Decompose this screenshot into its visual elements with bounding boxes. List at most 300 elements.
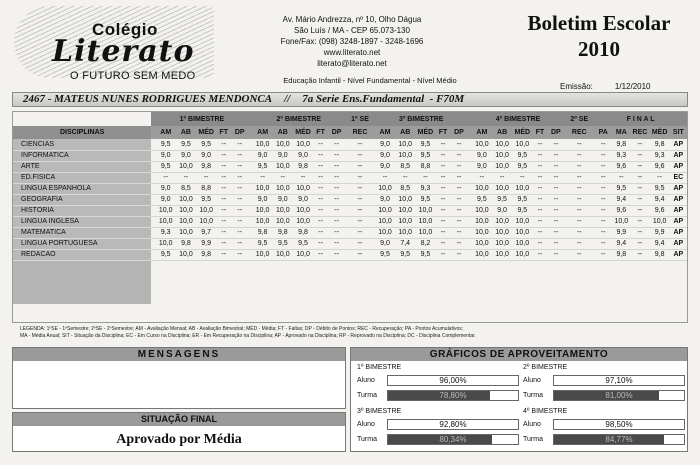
status-cell: AP [670,249,687,260]
grade-cell: -- [450,238,467,249]
grade-cell: -- [547,194,564,205]
grade-cell: 9,5 [415,150,435,161]
student-label: Aluno [523,420,541,428]
student-bar [12,92,688,107]
grade-cell: 10,0 [176,227,196,238]
grade-cell: -- [231,183,248,194]
period-header: 1º BIMESTRE [156,112,249,126]
grade-cell: 9,0 [472,161,492,172]
grade-cell: 9,0 [252,150,272,161]
grade-cell: 9,6 [612,161,630,172]
grade-cell: 9,5 [156,161,176,172]
grade-cell: -- [569,150,590,161]
grade-cell: 9,5 [650,183,670,194]
grade-cell: -- [328,249,345,260]
grade-cell: 10,0 [612,216,630,227]
grade-cell: 9,0 [375,150,395,161]
bimester-chart [523,408,685,446]
grade-cell: 9,8 [293,161,313,172]
grade-cell: -- [512,172,532,183]
grade-cell: 10,0 [293,216,313,227]
grade-cell: 10,0 [273,161,293,172]
grade-cell: 9,5 [415,194,435,205]
grade-cell: 10,0 [252,139,272,150]
student-bar-row [523,373,685,387]
grade-cell: 9,6 [650,161,670,172]
class-percent: 78,80% [439,390,467,400]
grade-cell: 10,0 [156,205,176,216]
grade-cell: 10,0 [196,216,216,227]
grade-cell: -- [594,139,612,150]
grade-cell: -- [532,150,547,161]
grade-cell: 9,0 [492,205,512,216]
grade-cell: -- [436,183,451,194]
grade-cell: 10,0 [512,139,532,150]
final-status-title: SITUAÇÃO FINAL [13,413,345,426]
grade-cell: 10,0 [512,249,532,260]
grade-cell: -- [569,238,590,249]
grade-cell: -- [532,249,547,260]
grade-cell: 10,0 [252,205,272,216]
grade-cell: 9,0 [375,161,395,172]
column-header-méd: MÉD [196,126,216,139]
table-row [13,238,687,249]
column-header-dp: DP [231,126,248,139]
grade-cell: -- [349,216,370,227]
grade-cell: 9,5 [196,194,216,205]
grade-cell: 10,0 [196,205,216,216]
grade-cell: 9,5 [512,161,532,172]
grade-cell: 8,5 [395,161,415,172]
final-status-panel [12,412,346,452]
grade-cell: -- [630,194,649,205]
class-bar-row [357,388,519,402]
grade-cell: 10,0 [395,150,415,161]
grade-cell: 10,0 [375,183,395,194]
discipline-name: REDACAO [13,249,151,260]
grade-cell: 9,5 [415,249,435,260]
grade-cell: -- [547,139,564,150]
grade-cell: 10,0 [176,216,196,227]
grade-cell: -- [231,249,248,260]
grade-cell: -- [436,150,451,161]
grade-cell: -- [349,194,370,205]
grade-cell: -- [630,216,649,227]
grade-cell: -- [547,150,564,161]
column-header-méd: MÉD [512,126,532,139]
grade-cell: 10,0 [293,183,313,194]
grade-cell: 10,0 [415,216,435,227]
grade-cell: 10,0 [512,227,532,238]
grade-cell: -- [328,216,345,227]
grade-cell: 10,0 [395,216,415,227]
grade-cell: -- [532,238,547,249]
grade-cell: 9,6 [650,205,670,216]
grade-cell: 10,0 [472,227,492,238]
discipline-name: HISTORIA [13,205,151,216]
grade-cell: -- [176,172,196,183]
class-bar-row [523,432,685,446]
grade-cell: -- [313,161,328,172]
column-header-méd: MÉD [415,126,435,139]
grade-cell: -- [313,205,328,216]
grade-cell: 10,0 [492,249,512,260]
discipline-name: MATEMATICA [13,227,151,238]
class-percent: 80,34% [439,434,467,444]
grade-cell: 10,0 [395,194,415,205]
class-bar [387,434,519,445]
grade-cell: -- [472,172,492,183]
table-row [13,172,687,183]
grade-cell: -- [450,249,467,260]
grade-cell: -- [231,194,248,205]
grade-cell: 9,8 [252,227,272,238]
grade-cell: -- [349,150,370,161]
discipline-filler [13,282,151,304]
issue-date-value: 1/12/2010 [614,82,651,91]
grade-cell: 10,0 [415,205,435,216]
grade-cell: -- [273,172,293,183]
grade-cell: -- [450,172,467,183]
column-header-am: AM [375,126,395,139]
grade-cell: -- [594,249,612,260]
grade-cell: 9,9 [650,227,670,238]
grade-cell: 10,0 [492,227,512,238]
grade-cell: 9,5 [512,205,532,216]
grade-cell: -- [349,238,370,249]
grade-cell: 9,9 [196,238,216,249]
grade-cell: -- [630,150,649,161]
grade-cell: 9,0 [472,150,492,161]
grade-cell: 9,0 [156,183,176,194]
address-phone: Fone/Fax: (098) 3248-1897 - 3248-1696 [280,37,424,46]
grade-cell: 9,0 [252,194,272,205]
grade-cell: 9,7 [196,227,216,238]
status-cell: AP [670,194,687,205]
grade-cell: -- [216,172,231,183]
table-row [13,150,687,161]
grade-cell: -- [547,183,564,194]
grade-cell: -- [313,183,328,194]
grade-cell: -- [569,227,590,238]
grade-cell: -- [313,227,328,238]
table-row [13,194,687,205]
messages-title: MENSAGENS [13,348,345,361]
legend [20,326,690,340]
grade-cell: -- [569,183,590,194]
bimester-label: 2º BIMESTRE [523,364,568,371]
grade-cell: -- [450,183,467,194]
grade-cell: -- [231,227,248,238]
bimester-label: 1º BIMESTRE [357,364,402,371]
grade-cell: -- [216,216,231,227]
grade-cell: -- [650,172,670,183]
grade-cell: 9,0 [375,194,395,205]
bimester-label: 4º BIMESTRE [523,408,568,415]
grade-cell: -- [532,216,547,227]
student-class: - F70M [429,93,465,105]
grade-cell: -- [612,172,630,183]
table-row [13,205,687,216]
grade-cell: 9,8 [176,238,196,249]
grade-cell: 10,0 [395,139,415,150]
grade-cell: 10,0 [472,216,492,227]
status-cell: AP [670,238,687,249]
school-logo [14,6,244,84]
legend-line: MA - Média Anual; SIT - Situação da Disciplina; EC - Em Curso na Disciplina; ER - Em Recuperação na Disciplina; AP - Aprovado na Disciplina; RP - Reprovado na Disciplina; DC - Disciplina Complementar. [20,333,476,339]
report-title [506,10,692,62]
grade-cell: 10,0 [273,139,293,150]
grade-cell: 9,0 [375,238,395,249]
grade-cell: -- [594,238,612,249]
grade-cell: -- [313,150,328,161]
column-header-ab: AB [273,126,293,139]
grade-cell: 10,0 [472,139,492,150]
discipline-name: ED.FISICA [13,172,151,183]
grade-cell: -- [532,139,547,150]
grade-cell: -- [630,227,649,238]
grade-cell: -- [450,194,467,205]
grade-cell: -- [252,172,272,183]
grade-cell: -- [547,227,564,238]
grade-cell: -- [436,238,451,249]
table-row [13,227,687,238]
grade-cell: 10,0 [375,216,395,227]
status-cell: AP [670,139,687,150]
grade-cell: -- [216,205,231,216]
grade-cell: 10,0 [375,205,395,216]
grade-cell: 10,0 [492,161,512,172]
grade-cell: -- [547,238,564,249]
grade-cell: 10,0 [293,205,313,216]
grade-cell: 9,0 [293,150,313,161]
grade-cell: 9,5 [375,249,395,260]
grade-cell: -- [594,227,612,238]
grade-cell: -- [436,227,451,238]
class-percent: 84,77% [605,434,633,444]
disciplinas-header: DISCIPLINAS [13,126,151,139]
grade-cell: 10,0 [176,161,196,172]
column-header-méd: MÉD [650,126,670,139]
performance-panel [350,347,688,452]
grade-cell: 10,0 [273,216,293,227]
grade-cell: 9,8 [196,249,216,260]
grades-table [12,111,688,323]
grade-cell: 9,8 [293,227,313,238]
grade-cell: -- [293,172,313,183]
grade-cell: 9,5 [415,139,435,150]
grade-cell: -- [436,205,451,216]
grade-cell: 9,0 [293,194,313,205]
grade-cell: -- [436,249,451,260]
grade-cell: -- [313,194,328,205]
student-label: Aluno [523,376,541,384]
grade-cell: 10,0 [293,249,313,260]
grade-cell: 8,8 [415,161,435,172]
discipline-name: INFORMATICA [13,150,151,161]
column-header-ma: MA [612,126,630,139]
column-header-ft: FT [313,126,328,139]
grade-cell: 9,5 [252,161,272,172]
grade-cell: -- [450,150,467,161]
grade-cell: -- [532,205,547,216]
status-cell: AP [670,205,687,216]
class-bar [553,434,685,445]
grade-cell: 9,3 [415,183,435,194]
table-row [13,183,687,194]
grade-cell: 9,0 [375,139,395,150]
table-row [13,216,687,227]
grade-cell: -- [532,194,547,205]
grade-cell: -- [231,172,248,183]
grade-cell: 9,0 [196,150,216,161]
grade-cell: -- [313,216,328,227]
grade-cell: 10,0 [273,205,293,216]
grade-cell: -- [569,139,590,150]
grade-cell: 9,8 [196,161,216,172]
column-header-row [13,126,687,139]
grade-cell: 9,3 [650,150,670,161]
status-cell: EC [670,172,687,183]
grade-cell: 10,0 [395,205,415,216]
grade-cell: 9,4 [650,194,670,205]
grade-cell: -- [436,139,451,150]
grade-cell: -- [630,238,649,249]
table-filler-row [13,282,687,304]
grade-cell: -- [216,194,231,205]
grade-cell: 9,6 [612,205,630,216]
column-header-ab: AB [492,126,512,139]
grade-cell: 10,0 [472,183,492,194]
column-header-dp: DP [547,126,564,139]
report-year: 2010 [578,37,620,61]
grade-cell: -- [313,139,328,150]
grade-cell: 10,0 [176,249,196,260]
table-row [13,249,687,260]
grade-cell: 10,0 [176,194,196,205]
grade-cell: -- [328,150,345,161]
grade-cell: -- [532,161,547,172]
address-website: www.literato.net [323,48,381,57]
grade-cell: 9,0 [156,194,176,205]
grade-cell: -- [436,194,451,205]
grade-cell: 9,0 [176,150,196,161]
grade-cell: 8,5 [176,183,196,194]
grade-cell: -- [594,205,612,216]
grade-cell: -- [349,139,370,150]
grade-cell: 10,0 [492,238,512,249]
discipline-name: GEOGRAFIA [13,194,151,205]
period-header-row [13,112,687,126]
student-bar [553,419,685,430]
discipline-name: CIENCIAS [13,139,151,150]
column-header-dp: DP [450,126,467,139]
column-header-am: AM [252,126,272,139]
grade-cell: 9,0 [156,150,176,161]
grade-cell: 9,8 [273,227,293,238]
grade-cell: 9,3 [612,150,630,161]
grade-cell: -- [594,194,612,205]
class-label: Turma [523,435,543,443]
legend-line: LEGENDA: 1ºSE - 1ºSemestre; 2ºSE - 2ºSemestre; AM - Avaliação Mensal; AB - Avaliação Bimestral; MÉD - Média; FT - Faltas; DP - Débito de Pontos; REC - Recuperação; PA - Pontos Acumulativos; [20,326,464,332]
grade-cell: 10,0 [472,249,492,260]
grade-cell: 9,4 [612,194,630,205]
grade-cell: 9,5 [472,194,492,205]
education-levels: Educação Infantil - Nível Fundamental - Nível Médio [283,76,457,85]
grade-cell: 10,0 [293,139,313,150]
column-header-méd: MÉD [293,126,313,139]
grade-cell: -- [547,216,564,227]
grade-cell: -- [450,161,467,172]
grade-cell: 9,5 [492,194,512,205]
grade-cell: 10,0 [512,183,532,194]
grade-cell: -- [328,238,345,249]
grade-cell: 10,0 [176,205,196,216]
period-header: 4º BIMESTRE [472,112,565,126]
grade-cell: -- [630,139,649,150]
grade-cell: 9,4 [612,238,630,249]
grade-cell: -- [375,172,395,183]
grade-cell: -- [569,249,590,260]
grade-cell: -- [216,139,231,150]
grade-cell: -- [436,172,451,183]
column-header-dp: DP [328,126,345,139]
grade-cell: -- [436,216,451,227]
grade-cell: 10,0 [472,238,492,249]
final-status-value: Aprovado por Média [116,432,242,447]
logo-colegio-text: Colégio [92,20,158,39]
grade-cell: -- [569,161,590,172]
column-header-am: AM [156,126,176,139]
grade-cell: -- [349,249,370,260]
school-address [262,14,442,69]
table-row [13,139,687,150]
discipline-filler [13,260,151,282]
student-bar-row [523,417,685,431]
class-bar [387,390,519,401]
student-label: Aluno [357,376,375,384]
grade-cell: -- [630,161,649,172]
student-percent: 96,00% [439,375,467,385]
status-cell: AP [670,161,687,172]
grade-cell: -- [328,227,345,238]
grade-cell: 8,2 [415,238,435,249]
grade-cell: 10,0 [472,205,492,216]
grade-cell: -- [630,183,649,194]
period-header: 2º SE [569,112,590,126]
grade-cell: -- [328,205,345,216]
grade-cell: -- [349,161,370,172]
class-percent: 81,00% [605,390,633,400]
grade-cell: -- [349,183,370,194]
grade-cell: -- [532,172,547,183]
grade-cell: 10,0 [492,139,512,150]
status-cell: AP [670,227,687,238]
grade-cell: 9,5 [512,150,532,161]
grade-cell: 9,5 [293,238,313,249]
class-label: Turma [523,391,543,399]
column-header-rec: REC [630,126,649,139]
column-header-ab: AB [395,126,415,139]
column-header-rec: REC [349,126,370,139]
class-bar-row [523,388,685,402]
grade-cell: 9,5 [176,139,196,150]
class-label: Turma [357,435,377,443]
column-header-ab: AB [176,126,196,139]
grade-cell: -- [547,161,564,172]
grade-cell: -- [594,161,612,172]
grade-cell: -- [436,161,451,172]
